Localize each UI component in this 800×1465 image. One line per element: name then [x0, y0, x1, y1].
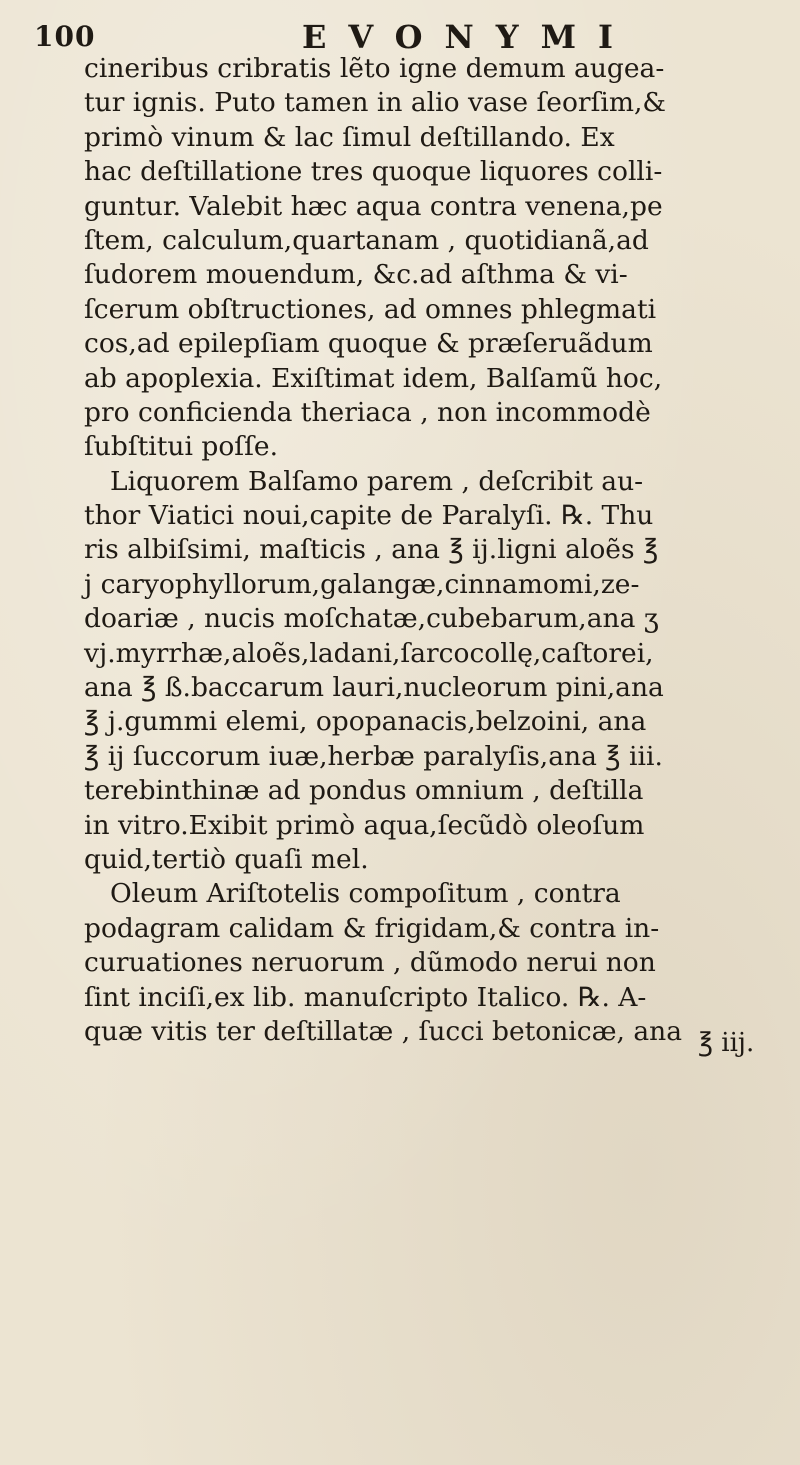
- text-line: cos,ad epilepſiam quoque & præſeruãdum: [84, 328, 653, 360]
- text-line: cineribus cribratis lẽto igne demum augea-: [84, 53, 665, 84]
- text-line: ſint inciſi,ex lib. manuſcripto Italico. ℞. A-: [84, 981, 647, 1013]
- text-line: curuationes neruorum , dũmodo nerui non: [84, 947, 656, 979]
- text-line: vj.myrrhæ,aloẽs,ladani,ſarcocollę,caſtorei,: [84, 637, 654, 669]
- text-line: ſudorem mouendum, &c.ad aſthma & vi-: [84, 259, 628, 291]
- text-line: ℥ j.gummi elemi, opopanacis,belzoini, ana: [84, 706, 647, 738]
- text-line: ris albiſsimi, maſticis , ana ℥ ij.ligni aloẽs ℥: [84, 534, 659, 566]
- text-line: ſtem, calculum,quartanam , quotidianã,ad: [84, 224, 649, 256]
- text-line: ſubſtitui poſſe.: [84, 431, 279, 463]
- text-line: pro conficienda theriaca , non incommodè: [84, 396, 651, 428]
- text-line: hac deſtillatione tres quoque liquores colli-: [84, 156, 663, 188]
- body-text: [84, 52, 774, 1049]
- text-line: ſcerum obſtructiones, ad omnes phlegmati: [84, 293, 657, 325]
- text-line: in vitro.Exibit primò aqua,ſecũdò oleoſum: [84, 809, 645, 841]
- text-line-paragraph-start: Oleum Ariſtotelis compoſitum , contra: [110, 878, 621, 910]
- text-line: tur ignis. Puto tamen in alio vase ſeorſim,&: [84, 87, 667, 119]
- text-line: terebinthinæ ad pondus omnium , deſtilla: [84, 775, 644, 807]
- text-line: primò vinum & lac ſimul deſtillando. Ex: [84, 121, 615, 153]
- catchword: ℥ iij.: [698, 1028, 755, 1058]
- text-line: ana ℥ ß.baccarum lauri,nucleorum pini,ana: [84, 672, 664, 704]
- running-title: EVONYMI: [302, 18, 636, 56]
- text-line: quæ vitis ter deſtillatæ , ſucci betonicæ, ana: [84, 1015, 683, 1047]
- text-line: quid,tertiò quaſi mel.: [84, 843, 369, 875]
- text-line: thor Viatici noui,capite de Paralyſi. ℞. Thu: [84, 500, 654, 532]
- text-line: guntur. Valebit hæc aqua contra venena,pe: [84, 190, 663, 222]
- text-line: podagram calidam & frigidam,& contra in-: [84, 912, 660, 944]
- text-line: ab apoplexia. Exiſtimat idem, Balſamũ hoc,: [84, 362, 663, 394]
- page-number: 100: [34, 20, 96, 53]
- text-line-paragraph-start: Liquorem Balſamo parem , deſcribit au-: [110, 465, 644, 497]
- text-line: ℥ ij ſuccorum iuæ,herbæ paralyſis,ana ℥ iii.: [84, 740, 663, 772]
- text-line: doariæ , nucis moſchatæ,cubebarum,ana ʒ: [84, 603, 659, 635]
- text-line: j caryophyllorum,galangæ,cinnamomi,ze-: [84, 568, 640, 600]
